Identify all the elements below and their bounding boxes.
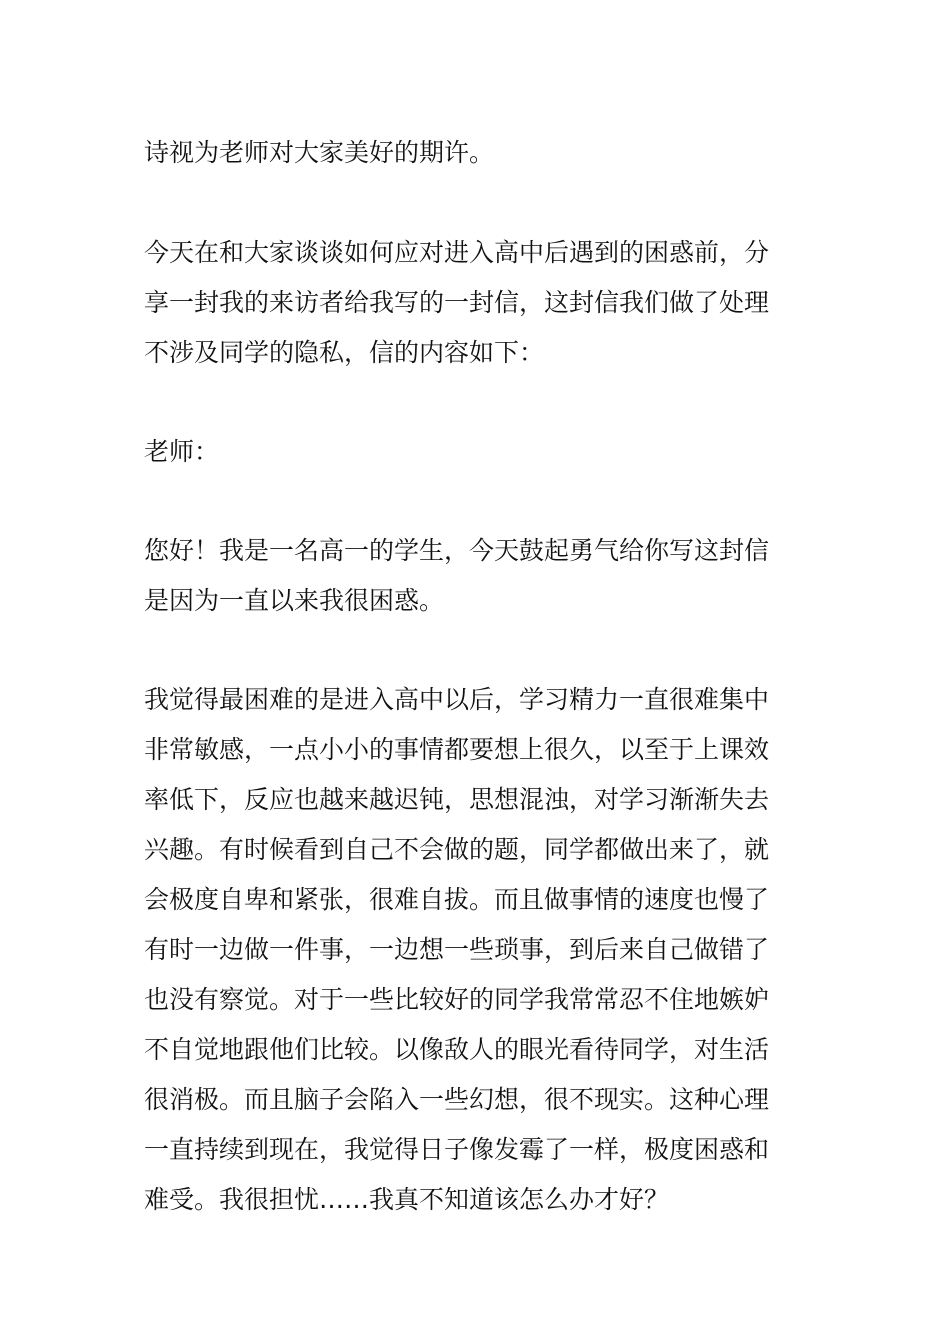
- text-line: 今天在和大家谈谈如何应对进入高中后遇到的困惑前，分: [144, 238, 770, 267]
- text-line: 是因为一直以来我很困惑。: [144, 586, 445, 615]
- paragraph-letter-body: [144, 675, 814, 1225]
- text-line: 我觉得最困难的是进入高中以后，学习精力一直很难集中: [144, 685, 770, 714]
- paragraph-greeting: [144, 526, 814, 626]
- paragraph-letter-preface: [144, 228, 814, 378]
- text-line: 兴趣。有时候看到自己不会做的题，同学都做出来了，就: [144, 835, 770, 864]
- text-line: 率低下，反应也越来越迟钝，思想混浊，对学习渐渐失去: [144, 785, 770, 814]
- text-line: 会极度自卑和紧张，很难自拔。而且做事情的速度也慢了: [144, 885, 770, 914]
- text-line: 也没有察觉。对于一些比较好的同学我常常忍不住地嫉妒: [144, 985, 770, 1014]
- text-line: 不自觉地跟他们比较。以像敌人的眼光看待同学，对生活: [144, 1035, 770, 1064]
- text-line: 一直持续到现在，我觉得日子像发霉了一样，极度困惑和: [144, 1135, 770, 1164]
- text-line: 有时一边做一件事，一边想一些琐事，到后来自己做错了: [144, 935, 770, 964]
- text-line: 不涉及同学的隐私，信的内容如下：: [144, 338, 545, 367]
- text-line: 难受。我很担忧……我真不知道该怎么办才好？: [144, 1185, 670, 1214]
- paragraph-salutation: [144, 427, 814, 477]
- text-line: 诗视为老师对大家美好的期许。: [144, 138, 495, 167]
- text-line: 享一封我的来访者给我写的一封信，这封信我们做了处理: [144, 288, 770, 317]
- text-line: 非常敏感，一点小小的事情都要想上很久，以至于上课效: [144, 735, 770, 764]
- text-line: 您好！我是一名高一的学生，今天鼓起勇气给你写这封信: [144, 536, 770, 565]
- text-line: 很消极。而且脑子会陷入一些幻想，很不现实。这种心理: [144, 1085, 770, 1114]
- paragraph-intro: [144, 128, 814, 178]
- text-line: 老师：: [144, 437, 220, 466]
